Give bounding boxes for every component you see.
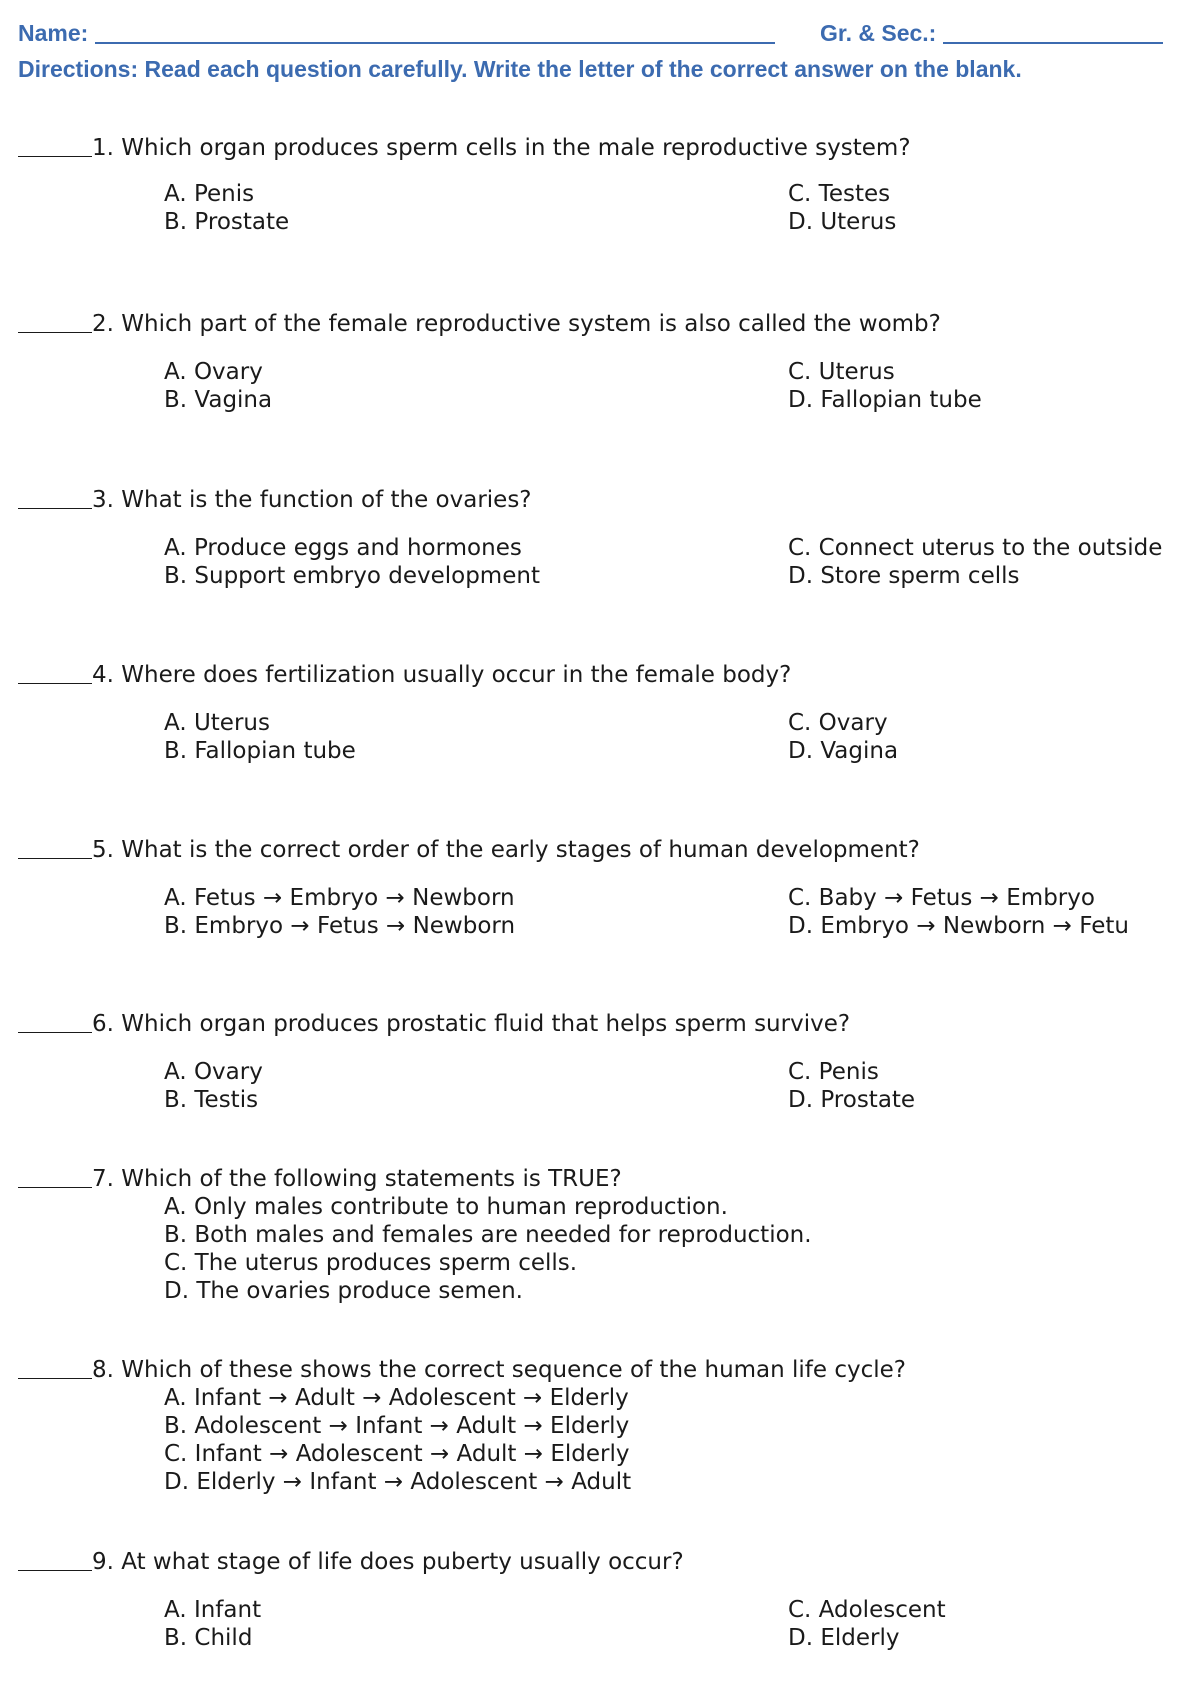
question-8 [18,1356,1188,1496]
directions: Directions: Read each question carefully. Write the letter of the correct answer on the blank. [18,56,1022,82]
question-text: 4. Where does fertilization usually occur in the female body? [92,662,792,688]
option-b: B. Both males and females are needed for reproduction. [164,1222,812,1248]
grade-section-blank[interactable] [943,22,1163,44]
option-b: B. Testis [164,1087,259,1113]
option-c: C. Baby → Fetus → Embryo [788,885,1095,911]
question-text: 1. Which organ produces sperm cells in the male reproductive system? [92,135,911,161]
question-6 [18,1010,1188,1118]
answer-blank[interactable] [18,1012,92,1033]
option-a: A. Infant → Adult → Adolescent → Elderly [164,1385,629,1411]
option-b: B. Fallopian tube [164,738,356,764]
option-d: D. Elderly [788,1625,900,1651]
question-4 [18,661,1188,769]
option-d: D. The ovaries produce semen. [164,1278,523,1304]
option-d: D. Fallopian tube [788,387,982,413]
question-3 [18,486,1188,594]
option-d: D. Embryo → Newborn → Fetu [788,913,1129,939]
answer-blank[interactable] [18,1550,92,1571]
answer-blank[interactable] [18,838,92,859]
answer-blank[interactable] [18,1167,92,1188]
answer-blank[interactable] [18,136,92,157]
option-a: A. Ovary [164,359,263,385]
name-field-row [18,22,775,45]
answer-blank[interactable] [18,1358,92,1379]
question-text: 3. What is the function of the ovaries? [92,487,532,513]
option-a: A. Produce eggs and hormones [164,535,522,561]
option-c: C. Infant → Adolescent → Adult → Elderly [164,1441,630,1467]
option-a: A. Ovary [164,1059,263,1085]
option-a: A. Infant [164,1597,262,1623]
option-d: D. Store sperm cells [788,563,1020,589]
option-c: C. Adolescent [788,1597,946,1623]
option-b: B. Prostate [164,209,290,235]
option-c: C. Penis [788,1059,879,1085]
grade-section-label: Gr. & Sec.: [820,20,937,46]
option-d: D. Uterus [788,209,897,235]
option-c: C. Connect uterus to the outside [788,535,1163,561]
name-blank[interactable] [95,22,775,44]
option-a: A. Only males contribute to human reproduction. [164,1194,728,1220]
option-d: D. Vagina [788,738,899,764]
option-a: A. Fetus → Embryo → Newborn [164,885,515,911]
option-c: C. Testes [788,181,891,207]
question-7 [18,1165,1188,1305]
question-5 [18,836,1188,944]
name-label: Name: [18,20,89,46]
option-c: C. Uterus [788,359,895,385]
option-b: B. Vagina [164,387,273,413]
answer-blank[interactable] [18,663,92,684]
question-1 [18,134,1188,240]
question-text: 2. Which part of the female reproductive system is also called the womb? [92,311,941,337]
option-b: B. Child [164,1625,253,1651]
question-2 [18,310,1188,418]
question-text: 9. At what stage of life does puberty usually occur? [92,1549,684,1575]
option-a: A. Uterus [164,710,270,736]
grade-section-field-row [820,22,1163,45]
question-text: 8. Which of these shows the correct sequence of the human life cycle? [92,1357,907,1383]
option-c: C. The uterus produces sperm cells. [164,1250,578,1276]
option-b: B. Adolescent → Infant → Adult → Elderly [164,1413,630,1439]
option-c: C. Ovary [788,710,888,736]
answer-blank[interactable] [18,488,92,509]
option-d: D. Prostate [788,1087,916,1113]
option-d: D. Elderly → Infant → Adolescent → Adult [164,1469,632,1495]
option-a: A. Penis [164,181,255,207]
question-text: 7. Which of the following statements is TRUE? [92,1166,622,1192]
question-text: 5. What is the correct order of the early stages of human development? [92,837,920,863]
answer-blank[interactable] [18,312,92,333]
question-9 [18,1548,1188,1656]
option-b: B. Embryo → Fetus → Newborn [164,913,516,939]
option-b: B. Support embryo development [164,563,540,589]
question-text: 6. Which organ produces prostatic fluid that helps sperm survive? [92,1011,851,1037]
